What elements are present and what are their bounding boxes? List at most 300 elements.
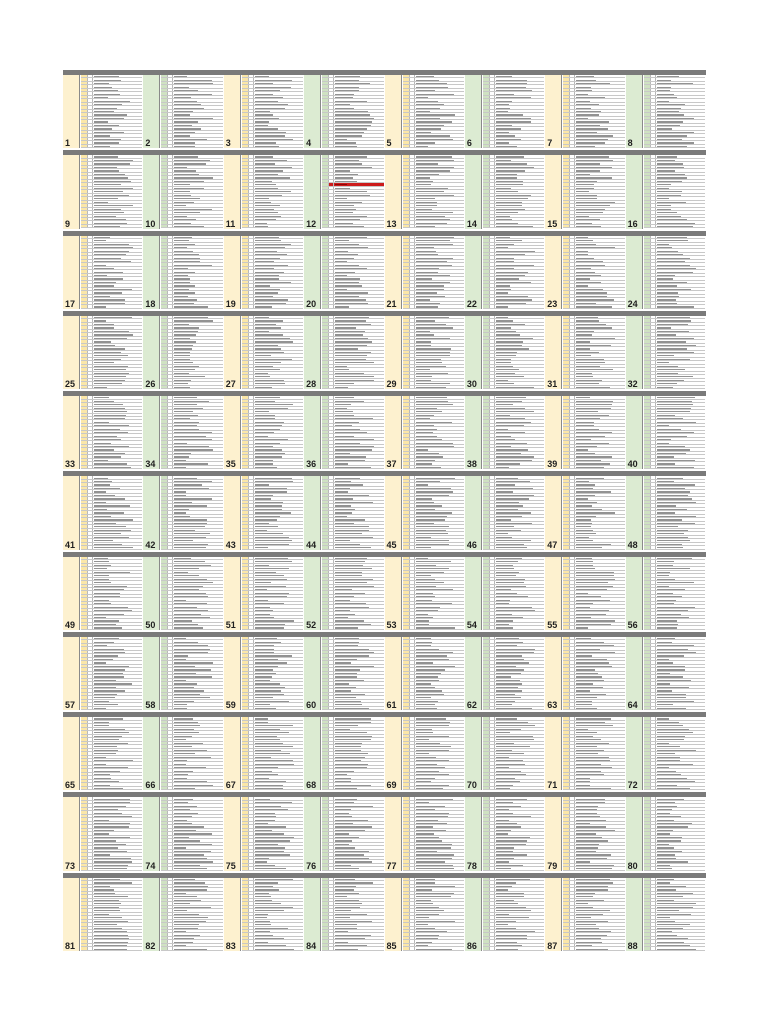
table-row: [161, 626, 222, 629]
block-rows: [81, 236, 142, 309]
block-rows: [403, 236, 464, 309]
table-row: [644, 305, 705, 308]
block-number-column: [304, 75, 321, 148]
block-number-column: [63, 476, 80, 549]
block-number-column: [63, 637, 80, 710]
block-number: 36: [306, 459, 317, 470]
block-rows: [322, 476, 383, 549]
block-rows: [322, 637, 383, 710]
block-number: 47: [547, 539, 558, 550]
block-number-column: [224, 557, 241, 630]
block-number-column: [626, 797, 643, 870]
block-number-column: [465, 476, 482, 549]
block-rows: [161, 396, 222, 469]
block-number-column: [224, 878, 241, 951]
block-rows: [403, 878, 464, 951]
table-row: [161, 947, 222, 950]
block-rows: [161, 557, 222, 630]
block-number: 86: [466, 940, 477, 951]
block-rows: [242, 557, 303, 630]
table-row: [322, 867, 383, 870]
block-rows: [644, 155, 705, 228]
block-7: [545, 70, 625, 148]
table-row: [644, 947, 705, 950]
block-number: 66: [145, 780, 156, 791]
block-number: 14: [466, 218, 477, 229]
block-number: 33: [65, 459, 76, 470]
block-number: 8: [627, 138, 633, 149]
block-63: [545, 632, 625, 710]
block-rows: [242, 476, 303, 549]
block-26: [143, 311, 223, 389]
block-rows: [322, 155, 383, 228]
table-row: [563, 707, 624, 710]
table-row: [242, 305, 303, 308]
table-row: [322, 947, 383, 950]
block-rows: [563, 396, 624, 469]
block-rows: [644, 476, 705, 549]
block-24: [626, 231, 706, 309]
block-rows: [322, 396, 383, 469]
block-number: 55: [547, 619, 558, 630]
block-45: [385, 471, 465, 549]
block-rows: [644, 557, 705, 630]
block-rows: [644, 316, 705, 389]
block-number: 56: [627, 619, 638, 630]
table-row: [242, 867, 303, 870]
block-rows: [161, 797, 222, 870]
block-21: [385, 231, 465, 309]
block-number: 2: [145, 138, 151, 149]
table-row: [322, 546, 383, 549]
block-rows: [161, 155, 222, 228]
block-number-column: [465, 878, 482, 951]
block-71: [545, 712, 625, 790]
block-number: 45: [386, 539, 397, 550]
block-rows: [81, 797, 142, 870]
block-42: [143, 471, 223, 549]
block-31: [545, 311, 625, 389]
block-rows: [242, 75, 303, 148]
block-number: 68: [306, 780, 317, 791]
block-74: [143, 792, 223, 870]
block-8: [626, 70, 706, 148]
table-row: [563, 787, 624, 790]
table-row: [483, 386, 544, 389]
block-number-column: [545, 878, 562, 951]
table-row: [403, 466, 464, 469]
table-row: [322, 305, 383, 308]
block-62: [465, 632, 545, 710]
block-rows: [81, 717, 142, 790]
block-rows: [322, 236, 383, 309]
block-number-column: [143, 396, 160, 469]
block-number-column: [224, 797, 241, 870]
table-row: [161, 466, 222, 469]
block-12: [304, 150, 384, 228]
block-number: 85: [386, 940, 397, 951]
block-rows: [161, 75, 222, 148]
block-number-column: [465, 717, 482, 790]
block-rows: [483, 557, 544, 630]
block-rows: [161, 236, 222, 309]
block-9: [63, 150, 143, 228]
block-number: 69: [386, 780, 397, 791]
table-row: [483, 787, 544, 790]
block-rows: [563, 236, 624, 309]
block-number: 41: [65, 539, 76, 550]
block-number-column: [304, 717, 321, 790]
block-23: [545, 231, 625, 309]
block-number-column: [304, 236, 321, 309]
block-number-column: [385, 316, 402, 389]
block-78: [465, 792, 545, 870]
block-number-column: [224, 75, 241, 148]
block-number-column: [385, 75, 402, 148]
block-10: [143, 150, 223, 228]
table-row: [322, 707, 383, 710]
block-6: [465, 70, 545, 148]
block-number-column: [626, 236, 643, 309]
block-number-column: [385, 797, 402, 870]
block-25: [63, 311, 143, 389]
block-number: 78: [466, 860, 477, 871]
block-number: 30: [466, 379, 477, 390]
table-row: [161, 546, 222, 549]
block-number: 12: [306, 218, 317, 229]
block-rows: [403, 797, 464, 870]
block-number: 52: [306, 619, 317, 630]
block-number-column: [224, 717, 241, 790]
block-34: [143, 391, 223, 469]
block-number: 19: [225, 298, 236, 309]
block-rows: [563, 557, 624, 630]
block-50: [143, 552, 223, 630]
table-row: [644, 626, 705, 629]
block-number: 5: [386, 138, 392, 149]
block-number-column: [385, 236, 402, 309]
table-row: [81, 947, 142, 950]
block-number: 39: [547, 459, 558, 470]
block-number-column: [465, 396, 482, 469]
block-number-column: [385, 557, 402, 630]
block-number: 15: [547, 218, 558, 229]
block-49: [63, 552, 143, 630]
block-number: 81: [65, 940, 76, 951]
table-row: [483, 546, 544, 549]
table-row: [242, 626, 303, 629]
table-row: [563, 225, 624, 228]
block-number: 26: [145, 379, 156, 390]
block-rows: [563, 717, 624, 790]
block-1: [63, 70, 143, 148]
block-number-column: [304, 396, 321, 469]
table-row: [242, 546, 303, 549]
block-number-column: [304, 637, 321, 710]
table-row: [403, 225, 464, 228]
block-number: 38: [466, 459, 477, 470]
block-number-column: [465, 557, 482, 630]
block-number: 31: [547, 379, 558, 390]
block-51: [224, 552, 304, 630]
block-number: 32: [627, 379, 638, 390]
block-number-column: [224, 476, 241, 549]
spreadsheet-page: [63, 70, 706, 953]
block-rows: [563, 476, 624, 549]
block-number-column: [224, 637, 241, 710]
block-number: 40: [627, 459, 638, 470]
block-number: 44: [306, 539, 317, 550]
block-rows: [563, 797, 624, 870]
block-number: 35: [225, 459, 236, 470]
block-rows: [81, 637, 142, 710]
block-43: [224, 471, 304, 549]
block-rows: [81, 878, 142, 951]
block-rows: [563, 155, 624, 228]
block-rows: [161, 476, 222, 549]
block-55: [545, 552, 625, 630]
block-68: [304, 712, 384, 790]
block-rows: [322, 717, 383, 790]
block-75: [224, 792, 304, 870]
block-47: [545, 471, 625, 549]
block-5: [385, 70, 465, 148]
block-19: [224, 231, 304, 309]
block-46: [465, 471, 545, 549]
block-number: 22: [466, 298, 477, 309]
block-number: 13: [386, 218, 397, 229]
block-rows: [242, 316, 303, 389]
block-number-column: [545, 155, 562, 228]
table-row: [322, 787, 383, 790]
table-row: [563, 546, 624, 549]
block-18: [143, 231, 223, 309]
table-row: [322, 466, 383, 469]
block-35: [224, 391, 304, 469]
block-number: 60: [306, 700, 317, 711]
block-number-column: [224, 396, 241, 469]
table-row: [644, 386, 705, 389]
block-number: 48: [627, 539, 638, 550]
block-number-column: [545, 236, 562, 309]
table-row: [242, 787, 303, 790]
block-2: [143, 70, 223, 148]
table-row: [563, 867, 624, 870]
block-rows: [483, 396, 544, 469]
block-11: [224, 150, 304, 228]
block-number-column: [545, 396, 562, 469]
block-66: [143, 712, 223, 790]
block-rows: [242, 717, 303, 790]
block-rows: [483, 717, 544, 790]
block-number: 37: [386, 459, 397, 470]
block-number-column: [626, 557, 643, 630]
table-row: [563, 947, 624, 950]
block-79: [545, 792, 625, 870]
block-number: 54: [466, 619, 477, 630]
block-72: [626, 712, 706, 790]
block-37: [385, 391, 465, 469]
block-number-column: [63, 155, 80, 228]
block-33: [63, 391, 143, 469]
block-27: [224, 311, 304, 389]
block-rows: [242, 878, 303, 951]
table-row: [644, 145, 705, 148]
block-number: 4: [306, 138, 312, 149]
block-number: 28: [306, 379, 317, 390]
block-rows: [81, 155, 142, 228]
table-row: [563, 466, 624, 469]
table-row: [81, 466, 142, 469]
table-row: [483, 305, 544, 308]
block-number-column: [63, 878, 80, 951]
block-rows: [483, 476, 544, 549]
table-row: [242, 707, 303, 710]
table-row: [161, 386, 222, 389]
block-39: [545, 391, 625, 469]
table-row: [161, 145, 222, 148]
block-82: [143, 873, 223, 951]
block-rows: [403, 637, 464, 710]
block-rows: [644, 637, 705, 710]
table-row: [322, 145, 383, 148]
block-rows: [644, 75, 705, 148]
block-59: [224, 632, 304, 710]
table-row: [161, 707, 222, 710]
block-56: [626, 552, 706, 630]
block-88: [626, 873, 706, 951]
table-row: [322, 386, 383, 389]
block-number-column: [63, 717, 80, 790]
block-rows: [161, 878, 222, 951]
block-53: [385, 552, 465, 630]
block-number: 87: [547, 940, 558, 951]
table-row: [644, 867, 705, 870]
table-row: [403, 867, 464, 870]
block-number: 58: [145, 700, 156, 711]
block-rows: [242, 396, 303, 469]
block-number: 10: [145, 218, 156, 229]
block-rows: [242, 236, 303, 309]
table-row: [403, 787, 464, 790]
block-28: [304, 311, 384, 389]
block-73: [63, 792, 143, 870]
block-80: [626, 792, 706, 870]
table-row: [81, 626, 142, 629]
block-number: 72: [627, 780, 638, 791]
block-86: [465, 873, 545, 951]
block-54: [465, 552, 545, 630]
block-rows: [322, 797, 383, 870]
table-row: [403, 707, 464, 710]
block-number: 71: [547, 780, 558, 791]
block-rows: [644, 797, 705, 870]
block-number: 25: [65, 379, 76, 390]
block-rows: [644, 878, 705, 951]
block-number: 76: [306, 860, 317, 871]
block-number: 51: [225, 619, 236, 630]
block-number: 49: [65, 619, 76, 630]
block-number-column: [224, 155, 241, 228]
block-16: [626, 150, 706, 228]
block-number: 18: [145, 298, 156, 309]
block-number-column: [143, 75, 160, 148]
block-number: 34: [145, 459, 156, 470]
block-number: 20: [306, 298, 317, 309]
block-rows: [242, 155, 303, 228]
block-67: [224, 712, 304, 790]
block-rows: [81, 557, 142, 630]
table-row: [644, 466, 705, 469]
block-number: 57: [65, 700, 76, 711]
block-rows: [242, 797, 303, 870]
table-row: [242, 225, 303, 228]
block-29: [385, 311, 465, 389]
block-44: [304, 471, 384, 549]
block-rows: [322, 878, 383, 951]
table-row: [644, 225, 705, 228]
block-number: 74: [145, 860, 156, 871]
block-number-column: [143, 717, 160, 790]
block-13: [385, 150, 465, 228]
block-rows: [403, 476, 464, 549]
block-number: 83: [225, 940, 236, 951]
block-number-column: [63, 557, 80, 630]
block-number: 59: [225, 700, 236, 711]
block-number-column: [304, 557, 321, 630]
block-number-column: [545, 797, 562, 870]
block-number-column: [465, 316, 482, 389]
table-row: [81, 546, 142, 549]
block-number-column: [545, 476, 562, 549]
block-rows: [403, 316, 464, 389]
block-number-column: [143, 557, 160, 630]
block-number: 3: [225, 138, 231, 149]
table-row: [483, 626, 544, 629]
block-number: 84: [306, 940, 317, 951]
table-row: [403, 305, 464, 308]
block-number-column: [63, 236, 80, 309]
block-number: 75: [225, 860, 236, 871]
table-row: [161, 867, 222, 870]
table-row: [563, 626, 624, 629]
block-number-column: [304, 797, 321, 870]
block-number: 50: [145, 619, 156, 630]
block-81: [63, 873, 143, 951]
block-number: 46: [466, 539, 477, 550]
block-number-column: [545, 316, 562, 389]
block-70: [465, 712, 545, 790]
table-row: [161, 787, 222, 790]
block-number: 23: [547, 298, 558, 309]
block-number-column: [545, 557, 562, 630]
table-row: [161, 305, 222, 308]
block-number-column: [143, 878, 160, 951]
table-row: [403, 947, 464, 950]
block-number-column: [143, 316, 160, 389]
block-number: 24: [627, 298, 638, 309]
block-number-column: [626, 878, 643, 951]
block-number-column: [385, 717, 402, 790]
table-row: [403, 546, 464, 549]
table-row: [483, 145, 544, 148]
block-number-column: [626, 316, 643, 389]
block-rows: [161, 637, 222, 710]
block-number: 7: [547, 138, 553, 149]
block-number-column: [465, 637, 482, 710]
block-number: 79: [547, 860, 558, 871]
table-row: [403, 386, 464, 389]
